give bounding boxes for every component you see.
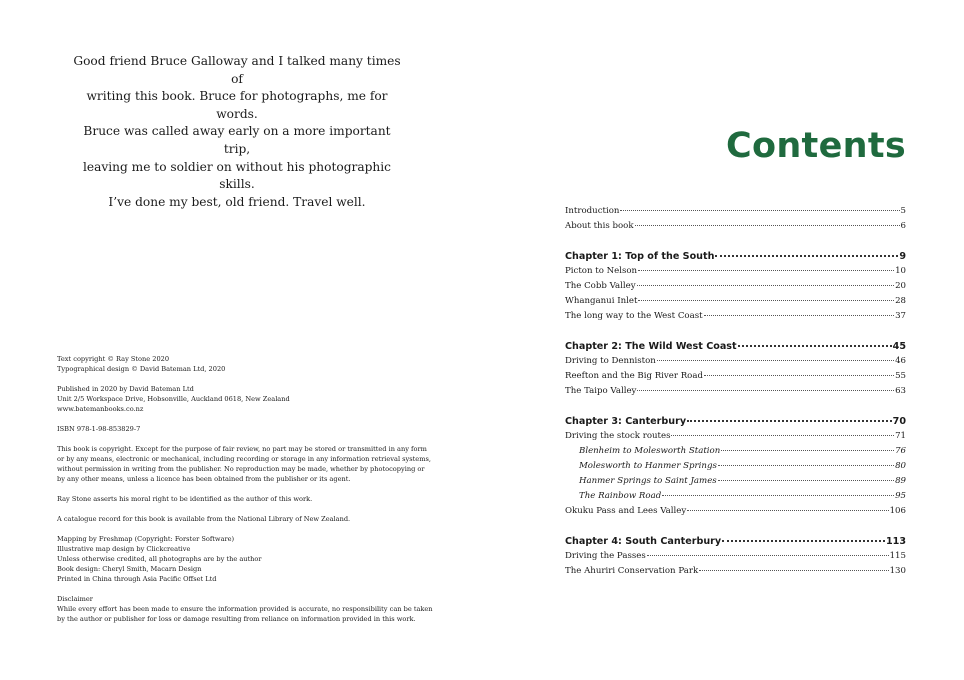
toc-page-number: 9 bbox=[899, 251, 906, 262]
toc-entry bbox=[565, 206, 906, 216]
imprint-line: by the author or publisher for loss or damage resulting from reliance on information provided in this work. bbox=[57, 615, 416, 623]
imprint-line: Typographical design © David Bateman Ltd, 2020 bbox=[57, 365, 226, 373]
toc-leader-dots bbox=[662, 494, 894, 496]
toc-leader-dots bbox=[647, 554, 889, 556]
toc-page-number: 55 bbox=[895, 371, 906, 381]
toc-page-number: 113 bbox=[885, 536, 906, 547]
toc-page-number: 28 bbox=[895, 296, 906, 306]
toc-leader-dots bbox=[704, 374, 894, 376]
toc-page-number: 106 bbox=[889, 506, 906, 516]
toc-entry bbox=[565, 311, 906, 321]
toc-leader-dots bbox=[715, 254, 898, 257]
imprint-page bbox=[57, 354, 433, 634]
toc-title: Driving the Passes bbox=[565, 551, 646, 561]
imprint-line: Mapping by Freshmap (Copyright: Forster Software) bbox=[57, 535, 235, 543]
toc-page-number: 45 bbox=[892, 341, 906, 352]
dedication bbox=[70, 53, 404, 211]
toc-entry bbox=[565, 491, 906, 501]
toc-entry bbox=[565, 371, 906, 381]
toc-entry bbox=[565, 506, 906, 516]
imprint-line: Text copyright © Ray Stone 2020 bbox=[57, 355, 170, 363]
toc-entry bbox=[565, 386, 906, 396]
toc-leader-dots bbox=[638, 299, 894, 301]
toc-entry bbox=[565, 551, 906, 561]
toc-leader-dots bbox=[699, 569, 888, 571]
toc-leader-dots bbox=[704, 314, 895, 316]
toc-title: Chapter 1: Top of the South bbox=[565, 251, 715, 262]
imprint-line: A catalogue record for this book is available from the National Library of New Zealand. bbox=[57, 515, 351, 523]
dedication-line: leaving me to soldier on without his photographic skills. bbox=[82, 159, 391, 192]
toc-title: The Ahuriri Conservation Park bbox=[565, 566, 699, 576]
toc-entry bbox=[565, 281, 906, 291]
toc-leader-dots bbox=[718, 464, 894, 466]
toc-title: Picton to Nelson bbox=[565, 266, 638, 276]
toc-title: Blenheim to Molesworth Station bbox=[579, 446, 721, 456]
toc-leader-dots bbox=[637, 284, 895, 286]
isbn-block bbox=[57, 424, 429, 434]
publisher-block bbox=[57, 384, 429, 414]
imprint-line: by any other means, unless a licence has been obtained from the publisher or its agent. bbox=[57, 475, 351, 483]
catalogue-block bbox=[57, 514, 429, 524]
toc-leader-dots bbox=[637, 389, 894, 391]
toc-title: Reefton and the Big River Road bbox=[565, 371, 703, 381]
toc-entry bbox=[565, 476, 906, 486]
toc-entry bbox=[565, 356, 906, 366]
toc-leader-dots bbox=[657, 359, 894, 361]
toc-title: Molesworth to Hanmer Springs bbox=[579, 461, 717, 471]
toc-entry bbox=[565, 266, 906, 276]
dedication-line: writing this book. Bruce for photographs, me for words. bbox=[86, 89, 388, 121]
disclaimer-block bbox=[57, 594, 433, 624]
dedication-line: Good friend Bruce Galloway and I talked many times of bbox=[73, 54, 401, 86]
toc-chapter bbox=[565, 416, 906, 427]
toc-page-number: 5 bbox=[900, 206, 906, 216]
toc-page-number: 80 bbox=[895, 461, 906, 471]
imprint-line: This book is copyright. Except for the purpose of fair review, no part may be stored or transmitted in any form bbox=[57, 445, 427, 453]
toc-leader-dots bbox=[722, 539, 885, 542]
toc-title: The Cobb Valley bbox=[565, 281, 636, 291]
toc-page-number: 46 bbox=[895, 356, 906, 366]
toc-leader-dots bbox=[687, 509, 888, 511]
imprint-line: Illustrative map design by Clickcreative bbox=[57, 545, 191, 553]
toc-title: Driving to Denniston bbox=[565, 356, 656, 366]
toc-page-number: 115 bbox=[889, 551, 906, 561]
toc-leader-dots bbox=[687, 419, 892, 422]
toc-title: Whanganui Inlet bbox=[565, 296, 638, 306]
toc-chapter bbox=[565, 251, 906, 262]
toc-entry bbox=[565, 296, 906, 306]
toc-leader-dots bbox=[620, 209, 899, 211]
toc-title: The Taipo Valley bbox=[565, 386, 637, 396]
moral-rights-block bbox=[57, 494, 429, 504]
toc-title: Driving the stock routes bbox=[565, 431, 671, 441]
rights-block bbox=[57, 444, 429, 484]
toc-page-number: 70 bbox=[892, 416, 906, 427]
toc-title: About this book bbox=[565, 221, 634, 231]
toc-leader-dots bbox=[738, 344, 892, 347]
imprint-line: ISBN 978-1-98-853829-7 bbox=[57, 425, 141, 433]
toc-entry bbox=[565, 566, 906, 576]
toc-title: Chapter 3: Canterbury bbox=[565, 416, 687, 427]
imprint-line: Unless otherwise credited, all photographs are by the author bbox=[57, 555, 262, 563]
dedication-line: Bruce was called away early on a more important trip, bbox=[83, 124, 391, 156]
toc-title: The Rainbow Road bbox=[579, 491, 662, 501]
toc-page-number: 20 bbox=[895, 281, 906, 291]
toc-entry bbox=[565, 446, 906, 456]
toc-entry bbox=[565, 431, 906, 441]
toc-leader-dots bbox=[638, 269, 894, 271]
toc-entry bbox=[565, 221, 906, 231]
toc-leader-dots bbox=[718, 479, 894, 481]
toc-page-number: 6 bbox=[900, 221, 906, 231]
imprint-line: Published in 2020 by David Bateman Ltd bbox=[57, 385, 194, 393]
toc-leader-dots bbox=[635, 224, 900, 226]
credits-block bbox=[57, 534, 429, 584]
toc-page-number: 89 bbox=[895, 476, 906, 486]
toc-page-number: 76 bbox=[895, 446, 906, 456]
imprint-line: www.batemanbooks.co.nz bbox=[57, 405, 144, 413]
toc-chapter bbox=[565, 536, 906, 547]
toc-title: Hanmer Springs to Saint James bbox=[579, 476, 717, 486]
imprint-line: While every effort has been made to ensure the information provided is accurate, no responsibility can be taken bbox=[57, 605, 433, 613]
toc-page-number: 37 bbox=[895, 311, 906, 321]
toc-page-number: 130 bbox=[889, 566, 906, 576]
toc-page-number: 71 bbox=[895, 431, 906, 441]
toc-title: Chapter 4: South Canterbury bbox=[565, 536, 722, 547]
toc-page-number: 63 bbox=[895, 386, 906, 396]
imprint-line: or by any means, electronic or mechanical, including recording or storage in any information retrieval systems, bbox=[57, 455, 431, 463]
toc-title: Chapter 2: The Wild West Coast bbox=[565, 341, 737, 352]
toc-title: Introduction bbox=[565, 206, 620, 216]
imprint-line: Printed in China through Asia Pacific Offset Ltd bbox=[57, 575, 217, 583]
copyright-block bbox=[57, 354, 429, 374]
toc-page-number: 95 bbox=[895, 491, 906, 501]
toc-leader-dots bbox=[721, 449, 894, 451]
contents-heading: Contents bbox=[726, 126, 906, 166]
toc-title: The long way to the West Coast bbox=[565, 311, 703, 321]
toc-title: Okuku Pass and Lees Valley bbox=[565, 506, 687, 516]
imprint-line: Ray Stone asserts his moral right to be identified as the author of this work. bbox=[57, 495, 313, 503]
imprint-line: Unit 2/5 Workspace Drive, Hobsonville, Auckland 0618, New Zealand bbox=[57, 395, 290, 403]
dedication-line: I’ve done my best, old friend. Travel well. bbox=[108, 194, 366, 209]
toc-entry bbox=[565, 461, 906, 471]
toc-leader-dots bbox=[671, 434, 894, 436]
imprint-line: Disclaimer bbox=[57, 595, 93, 603]
toc-chapter bbox=[565, 341, 906, 352]
imprint-line: Book design: Cheryl Smith, Macarn Design bbox=[57, 565, 202, 573]
imprint-line: without permission in writing from the publisher. No reproduction may be made, whether by photocopying or bbox=[57, 465, 425, 473]
toc-page-number: 10 bbox=[895, 266, 906, 276]
